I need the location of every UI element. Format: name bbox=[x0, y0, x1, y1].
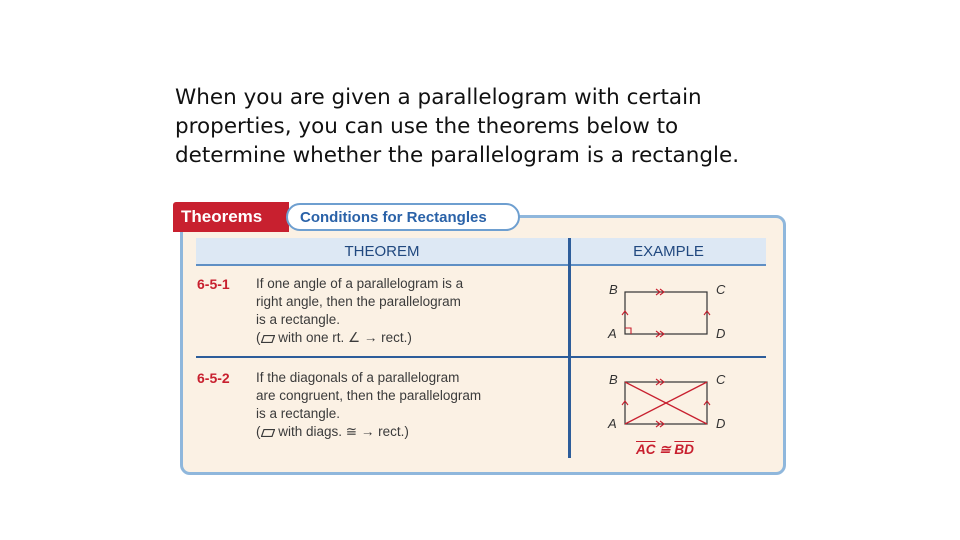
theorems-tab: Theorems bbox=[173, 202, 289, 232]
congruence-symbol: ≅ bbox=[659, 442, 671, 457]
intro-line: properties, you can use the theorems below to bbox=[175, 114, 679, 139]
column-divider bbox=[568, 238, 571, 458]
segment-ac: $\overline{AC}$ bbox=[636, 442, 656, 457]
theorem-line: is a rectangle. bbox=[256, 312, 341, 327]
theorem-line: are congruent, then the parallelogram bbox=[256, 388, 482, 403]
theorem-abbrev: ( with one rt. ∠ → rect.) bbox=[256, 330, 412, 345]
column-header-theorem: THEOREM bbox=[196, 238, 568, 266]
theorem-line: is a rectangle. bbox=[256, 406, 341, 421]
parallelogram-icon bbox=[261, 335, 275, 343]
theorem-abbrev: ( with diags. ≅ → rect.) bbox=[256, 424, 409, 439]
vertex-label: D bbox=[716, 326, 726, 341]
vertex-label: B bbox=[609, 282, 618, 297]
vertex-label: C bbox=[716, 372, 726, 387]
theorem-number: 6-5-1 bbox=[197, 276, 230, 292]
vertex-label: C bbox=[716, 282, 726, 297]
segment-bd: $\overline{BD}$ bbox=[674, 442, 694, 457]
vertex-label: B bbox=[609, 372, 618, 387]
theorem-text bbox=[256, 275, 556, 347]
theorem-line: right angle, then the parallelogram bbox=[256, 294, 461, 309]
vertex-label: A bbox=[608, 416, 617, 431]
theorem-line: If one angle of a parallelogram is a bbox=[256, 276, 464, 291]
parallelogram-icon bbox=[261, 429, 275, 437]
theorem-text bbox=[256, 369, 556, 441]
vertex-label: D bbox=[716, 416, 726, 431]
intro-paragraph bbox=[175, 83, 855, 170]
theorem-number: 6-5-2 bbox=[197, 370, 230, 386]
intro-line: determine whether the parallelogram is a rectangle. bbox=[175, 143, 740, 168]
intro-line: When you are given a parallelogram with certain bbox=[175, 85, 702, 110]
row-divider bbox=[196, 356, 766, 358]
congruence-statement bbox=[636, 442, 694, 458]
column-header-example: EXAMPLE bbox=[571, 238, 766, 266]
theorem-line: If the diagonals of a parallelogram bbox=[256, 370, 460, 385]
box-title: Conditions for Rectangles bbox=[286, 203, 520, 231]
vertex-label: A bbox=[608, 326, 617, 341]
